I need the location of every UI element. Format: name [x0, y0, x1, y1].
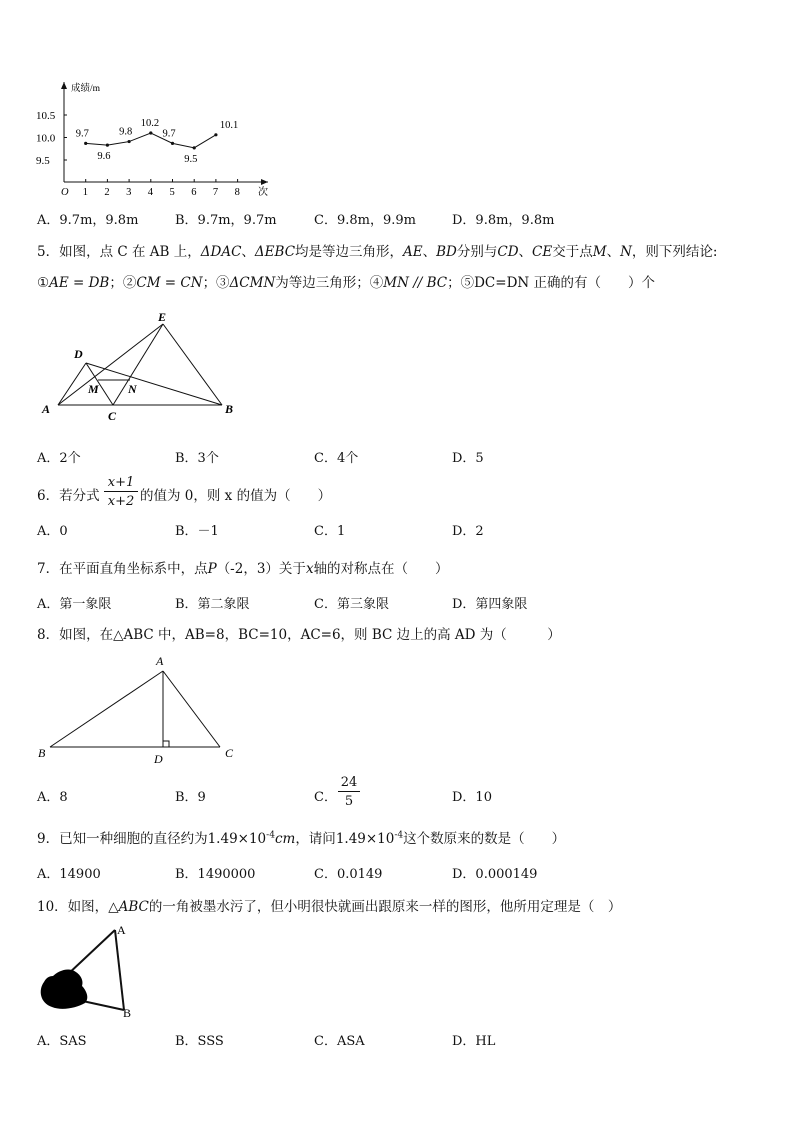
q5-option-a[interactable]: A．2个	[37, 451, 81, 466]
q7-stem	[37, 557, 449, 577]
q10-text: 的一角被墨水污了，但小明很快就画出跟原来一样的图形，他所用定理是（ ）	[148, 899, 622, 915]
q5-math: MN // BC	[383, 275, 448, 291]
q5-text: ；⑤DC=DN 正确的有（ ）个	[447, 275, 656, 291]
q5-math: ΔEBC	[254, 244, 296, 260]
q8-option-c-denominator: 5	[338, 791, 360, 809]
q5-option-d[interactable]: D．5	[452, 451, 484, 466]
q8-label-c: C	[225, 746, 234, 760]
q5-math: M	[592, 244, 607, 260]
data-label: 9.8	[119, 126, 133, 138]
y-tick-label: 10.5	[36, 110, 56, 122]
q9-option-c[interactable]: C．0.0149	[314, 867, 383, 882]
q5-text: ；②	[109, 275, 137, 291]
q7-option-a[interactable]: A．第一象限	[37, 597, 112, 612]
y-tick-label: 9.5	[36, 155, 50, 167]
q7-option-c[interactable]: C．第三象限	[314, 597, 389, 612]
q8-label-a: A	[156, 654, 164, 668]
q8-figure	[0, 650, 260, 770]
q6-text-after: 的值为 0，则 x 的值为（ ）	[140, 488, 332, 504]
q5-text: 分别与	[456, 244, 498, 260]
data-point	[149, 131, 152, 134]
q10-option-d[interactable]: D．HL	[452, 1034, 496, 1049]
q5-text: ①	[37, 275, 50, 291]
q9-text: 这个数原来的数是（ ）	[403, 831, 566, 847]
q8-option-a[interactable]: A．8	[37, 790, 68, 805]
x-tick-label: O	[61, 187, 69, 198]
q7-axis: x	[305, 561, 314, 577]
q5-label-a: A	[42, 402, 51, 416]
data-point	[128, 140, 131, 143]
q9-exponent: -4	[394, 830, 404, 841]
q5-text: 交于点	[552, 244, 593, 260]
data-point	[171, 142, 174, 145]
q10-option-c[interactable]: C．ASA	[314, 1034, 365, 1049]
q6-option-c[interactable]: C．1	[314, 524, 346, 539]
q5-math: CD	[497, 244, 519, 260]
q8-stem: 8．如图，在△ABC 中，AB=8，BC=10，AC=6，则 BC 边上的高 AD 为（ ）	[37, 627, 561, 643]
q10-stem	[37, 895, 621, 915]
q9-number: 1.49×10	[335, 831, 395, 847]
q5-text: 5．如图，点 C 在 AB 上，	[37, 244, 201, 260]
y-axis-label: 成绩/m	[71, 84, 101, 94]
q9-stem	[37, 827, 565, 847]
q10-figure	[0, 920, 180, 1025]
q8-option-d[interactable]: D．10	[452, 790, 492, 805]
q4-option-b[interactable]: B．9.7m，9.7m	[175, 213, 277, 228]
q5-text: 、	[422, 244, 437, 260]
q5-label-m: M	[88, 382, 99, 396]
q8-option-c[interactable]: C．	[314, 790, 337, 805]
q10-option-b[interactable]: B．SSS	[175, 1034, 224, 1049]
x-tick-label: 5	[169, 187, 175, 198]
q5-figure	[0, 300, 260, 430]
q5-stem-line2	[37, 271, 655, 291]
q9-unit: cm	[274, 831, 296, 847]
q4-option-a[interactable]: A．9.7m，9.8m	[37, 213, 139, 228]
data-label: 9.7	[162, 128, 176, 140]
q5-text: 、	[241, 244, 255, 260]
q6-text-before: 6．若分式	[37, 488, 100, 504]
q4-option-c[interactable]: C．9.8m，9.9m	[314, 213, 416, 228]
q5-label-b: B	[225, 402, 234, 416]
data-label: 10.2	[140, 118, 160, 129]
q9-option-d[interactable]: D．0.000149	[452, 867, 538, 882]
data-point	[106, 144, 109, 147]
q9-option-a[interactable]: A．14900	[37, 867, 101, 882]
q6-option-d[interactable]: D．2	[452, 524, 484, 539]
q10-triangle: △ABC	[108, 899, 149, 915]
x-tick-label: 1	[82, 187, 88, 198]
q5-label-d: D	[74, 347, 83, 361]
x-tick-label: 2	[104, 187, 110, 198]
y-axis-arrow-icon	[61, 82, 67, 89]
q8-label-d: D	[154, 752, 163, 766]
q5-text: ，则下列结论:	[631, 244, 718, 260]
data-label: 9.5	[184, 153, 198, 165]
data-label: 9.7	[75, 128, 89, 140]
q5-option-c[interactable]: C．4个	[314, 451, 359, 466]
data-point	[214, 133, 217, 136]
q5-option-b[interactable]: B．3个	[175, 451, 219, 466]
q5-math: ΔDAC	[200, 244, 242, 260]
q8-label-b: B	[38, 746, 46, 760]
q9-option-b[interactable]: B．1490000	[175, 867, 256, 882]
q6-option-a[interactable]: A．0	[37, 524, 68, 539]
q9-text: ，请问	[295, 831, 336, 847]
x-tick-label: 4	[147, 187, 154, 198]
x-tick-label: 8	[234, 187, 240, 198]
q7-point: P	[207, 561, 217, 577]
data-point	[193, 146, 196, 149]
y-tick-label: 10.0	[36, 132, 56, 145]
q5-math: CM = CN	[136, 275, 203, 291]
q8-option-c-numerator: 24	[340, 775, 358, 790]
q4-option-d[interactable]: D．9.8m，9.8m	[452, 213, 555, 228]
q5-math: AE = DB	[49, 275, 110, 291]
q8-option-b[interactable]: B．9	[175, 790, 206, 805]
q5-label-c: C	[108, 409, 117, 423]
q5-stem-line1	[37, 240, 717, 260]
q5-text: 、	[606, 244, 621, 260]
data-label: 10.1	[219, 119, 239, 131]
q5-text: 、	[518, 244, 533, 260]
q5-text: 为等边三角形；④	[275, 275, 384, 291]
q8-option-c-fraction	[338, 774, 360, 809]
q5-math: N	[620, 244, 632, 260]
q6-option-b[interactable]: B．－1	[175, 524, 219, 539]
q5-math: CE	[532, 244, 553, 260]
q5-math: ΔCMN	[229, 275, 276, 291]
q6-numerator: x+1	[107, 475, 135, 490]
x-tick-label: 6	[191, 187, 197, 198]
q10-text: 10．如图，	[37, 899, 109, 915]
q9-number: 1.49×10	[207, 831, 267, 847]
x-tick-label: 7	[212, 187, 219, 198]
q5-text: 均是等边三角形，	[295, 244, 404, 260]
q10-option-a[interactable]: A．SAS	[37, 1034, 87, 1049]
q10-label-b: B	[123, 1006, 132, 1020]
x-axis-label: 次	[258, 187, 268, 198]
q5-math: AE	[403, 244, 423, 260]
q7-option-b[interactable]: B．第二象限	[175, 597, 250, 612]
q7-text: 轴的对称点在（ ）	[313, 561, 449, 577]
data-label: 9.6	[97, 151, 111, 163]
q5-math: BD	[436, 244, 457, 260]
x-tick-label: 3	[126, 187, 132, 198]
q5-text: ；③	[202, 275, 230, 291]
q9-exponent: -4	[266, 830, 275, 841]
q5-label-e: E	[158, 310, 167, 324]
q10-label-a: A	[117, 923, 126, 937]
series-line	[86, 133, 216, 148]
q7-text: （-2，3）关于	[216, 561, 306, 577]
q9-text: 9．已知一种细胞的直径约为	[37, 831, 208, 847]
q5-label-n: N	[128, 382, 137, 396]
q6-denominator: x+2	[104, 491, 138, 510]
data-point	[84, 142, 87, 145]
ink-blot-icon	[41, 969, 88, 1008]
q7-option-d[interactable]: D．第四象限	[452, 597, 528, 612]
x-axis-arrow-icon	[261, 179, 268, 185]
q7-text: 7．在平面直角坐标系中，点	[37, 561, 208, 577]
q6-fraction	[104, 474, 138, 510]
